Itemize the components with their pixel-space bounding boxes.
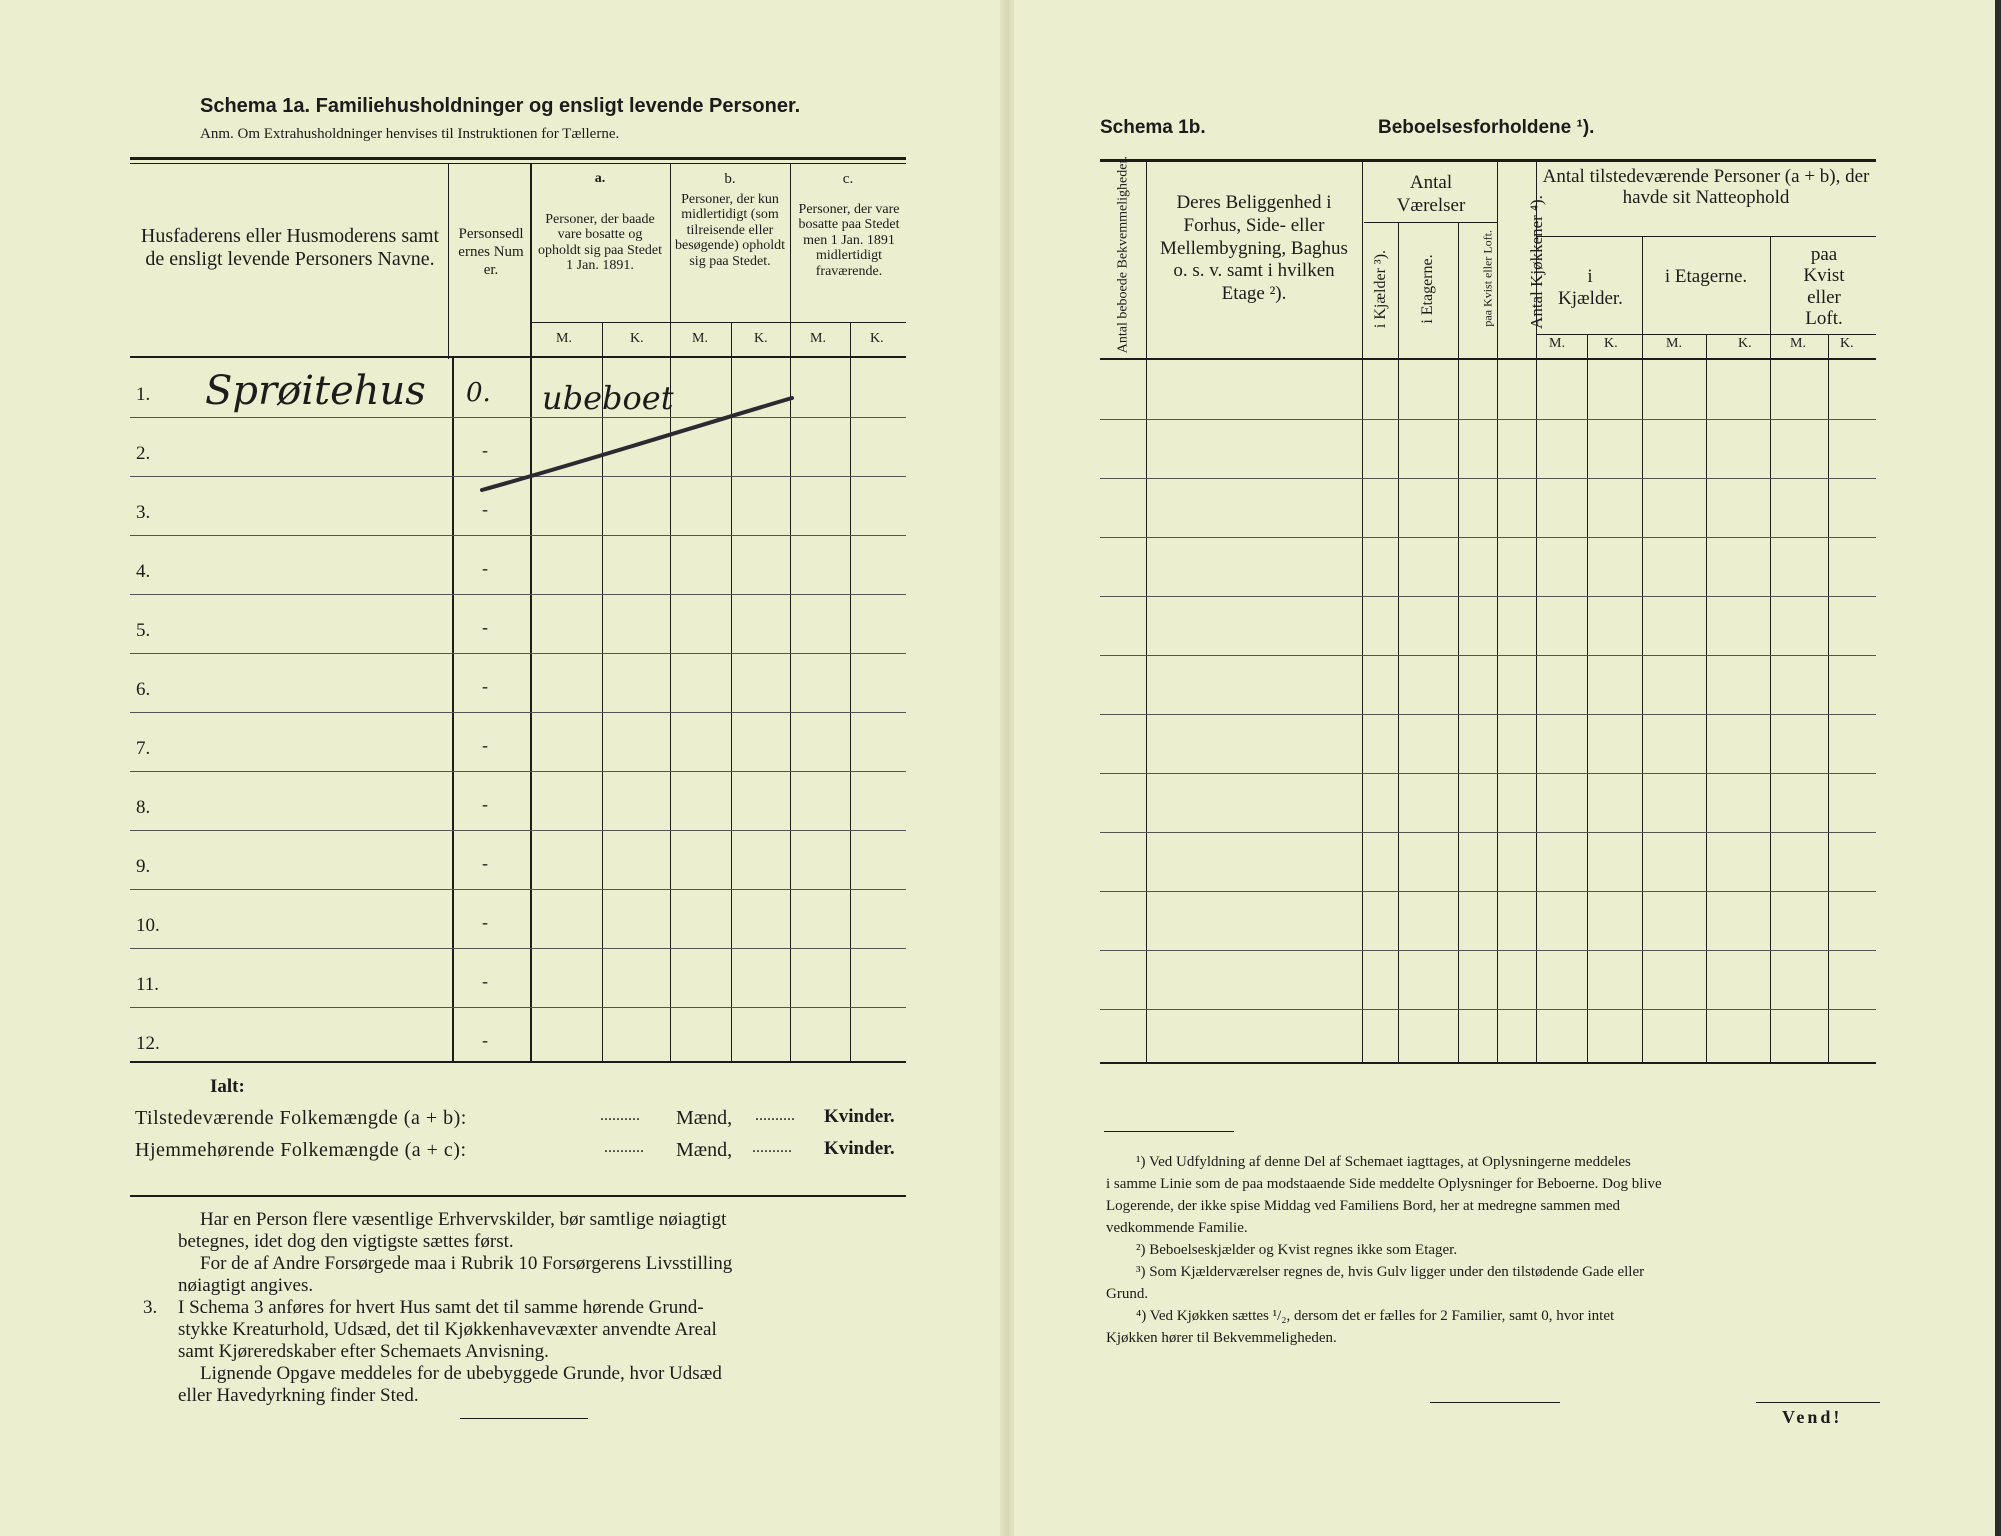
- col-a-divider: [670, 163, 671, 1062]
- total-resident-label: Hjemmehørende Folkemængde (a + c):: [135, 1139, 467, 1161]
- row-rule: [1100, 419, 1876, 420]
- footnote-1a: ¹) Ved Udfyldning af denne Del af Schemaet iagttages, at Oplysningerne meddeles: [1136, 1154, 1631, 1170]
- r-pers-divider-2: [1770, 236, 1771, 1062]
- person-number-dash: -: [482, 499, 488, 519]
- r-et-m: M.: [1666, 336, 1682, 351]
- instruction-1a: Har en Person flere væsentlige Erhvervskilder, bør samtlige nøiagtigt: [200, 1209, 727, 1230]
- col-c-m-label: M.: [810, 331, 826, 346]
- instruction-3b: stykke Kreaturhold, Udsæd, det til Kjøkkenhavevæxter anvendte Areal: [178, 1319, 717, 1340]
- r-vaer-kvist: paa Kvist eller Loft.: [1480, 229, 1495, 327]
- col-num-header: Personsedlernes Numer.: [458, 226, 524, 278]
- instruction-3c: samt Kjøreredskaber efter Schemaets Anvisning.: [178, 1341, 549, 1362]
- row-number: 3.: [136, 502, 151, 523]
- col-a-header: Personer, der baade vare bosatte og opholdt sig paa Stedet 1 Jan. 1891.: [537, 212, 663, 274]
- row-rule: [1100, 537, 1876, 538]
- col-b-m-label: M.: [692, 331, 708, 346]
- total-present-dots-m: ..........: [600, 1107, 640, 1124]
- row-number: 2.: [136, 443, 151, 464]
- row-number: 5.: [136, 620, 151, 641]
- r-vaer-etagerne: i Etagerne.: [1419, 254, 1436, 324]
- r-et-k: K.: [1738, 336, 1752, 351]
- schema-1a-note: Anm. Om Extrahusholdninger henvises til Instruktionen for Tællerne.: [200, 126, 620, 142]
- row-rule: [130, 535, 906, 536]
- total-resident-kvinder: Kvinder.: [824, 1138, 895, 1159]
- schema-1b-subtitle: Beboelsesforholdene ¹).: [1378, 117, 1595, 138]
- r-pers-kjaelder: i Kjælder.: [1558, 266, 1623, 309]
- footnote-4b: Kjøkken hører til Bekvemmeligheden.: [1106, 1330, 1337, 1346]
- col-name-header: Husfaderens eller Husmoderens samt de ensligt levende Personers Navne.: [140, 225, 440, 270]
- row-rule: [130, 594, 906, 595]
- row-rule: [130, 653, 906, 654]
- total-present-maend: Mænd,: [676, 1107, 733, 1129]
- handwritten-ubeboet: ubeboet: [542, 379, 674, 417]
- row-rule: [1100, 1009, 1876, 1010]
- cancellation-stroke: [470, 390, 800, 500]
- footnote-3a: ³) Som Kjælderværelser regnes de, hvis Gulv ligger under den tilstødende Gade eller: [1136, 1264, 1645, 1280]
- col-a-letter: a.: [594, 171, 606, 186]
- col-b-header: Personer, der kun midlertidigt (som tilreisende eller besøgende) opholdt sig paa Stedet.: [674, 192, 786, 269]
- r-kjokken-header: Antal Kjøkkener ⁴).: [1527, 195, 1546, 329]
- instruction-1b: betegnes, idet dog den vigtigste sættes først.: [178, 1231, 514, 1252]
- col-b-letter: b.: [724, 171, 736, 187]
- r-kj-k: K.: [1604, 336, 1618, 351]
- row-number: 12.: [136, 1033, 160, 1054]
- footnote-2: ²) Beboelseskjælder og Kvist regnes ikke som Etager.: [1136, 1242, 1458, 1258]
- row-rule: [1100, 773, 1876, 774]
- handwritten-name: Sprøitehus: [205, 368, 426, 414]
- person-number-dash: -: [482, 794, 488, 814]
- r-vaer-divider-1: [1398, 222, 1399, 1062]
- row-rule: [1100, 714, 1876, 715]
- row-rule: [1100, 478, 1876, 479]
- r-vaer-header: Antal Værelser: [1396, 172, 1466, 216]
- col-name-divider: [452, 356, 454, 1062]
- person-number-dash: -: [482, 617, 488, 637]
- col-b-k-label: K.: [754, 331, 768, 346]
- schema-1a-title: Schema 1a. Familiehusholdninger og ensligt levende Personer.: [200, 95, 801, 117]
- vend-label: Vend!: [1782, 1407, 1843, 1427]
- person-number-dash: -: [482, 1030, 488, 1050]
- r-col2-header: Deres Beliggenhed i Forhus, Side- eller Mellembygning, Baghus o. s. v. samt i hvilken Etage ²).: [1160, 192, 1348, 305]
- row-rule: [130, 1007, 906, 1008]
- row-number: 6.: [136, 679, 151, 700]
- r-pers-etagerne: i Etagerne.: [1664, 266, 1748, 287]
- col-c-k-label: K.: [870, 331, 884, 346]
- totals-bottom-rule: [130, 1195, 906, 1197]
- col-num-divider: [530, 163, 532, 1062]
- r-vaer-divider-2: [1458, 222, 1459, 1062]
- r-col1-divider: [1146, 162, 1147, 1062]
- r-kv-m: M.: [1790, 336, 1806, 351]
- col-name-divider-head: [448, 163, 449, 359]
- footnote-4a: ⁴) Ved Kjøkken sættes ¹/₂, dersom det er fælles for 2 Familier, samt 0, hvor intet: [1136, 1308, 1615, 1324]
- r-header-bottom-rule: [1100, 358, 1876, 360]
- instruction-3a: I Schema 3 anføres for hvert Hus samt det til samme hørende Grund-: [178, 1297, 704, 1318]
- right-end-rule: [1430, 1402, 1560, 1403]
- r-vaer-kjaelder: i Kjælder ³).: [1372, 249, 1389, 329]
- r-col2-divider: [1362, 162, 1363, 1062]
- r-pers-header: Antal tilstedeværende Personer (a + b), der havde sit Natteophold: [1542, 166, 1870, 209]
- person-number-dash: -: [482, 971, 488, 991]
- footnote-1c: Logerende, der ikke spise Middag ved Familiens Bord, her at medregne sammen med: [1106, 1198, 1621, 1214]
- r-pers-mk-2: [1706, 334, 1707, 1062]
- col-c-header: Personer, der vare bosatte paa Stedet men 1 Jan. 1891 midlertidigt fraværende.: [798, 202, 900, 279]
- instruction-3d: Lignende Opgave meddeles for de ubebyggede Grunde, hvor Udsæd: [200, 1363, 722, 1384]
- r-pers-mk-1: [1587, 334, 1588, 1062]
- row-number: 8.: [136, 797, 151, 818]
- instruction-2a: For de af Andre Forsørgede maa i Rubrik 10 Forsørgerens Livsstilling: [200, 1253, 733, 1274]
- footnote-rule: [1104, 1131, 1234, 1132]
- person-number-dash: -: [482, 440, 488, 460]
- page-fold: [1000, 0, 1014, 1536]
- ialt-label: Ialt:: [210, 1076, 245, 1097]
- row-rule: [1100, 655, 1876, 656]
- row-number: 9.: [136, 856, 151, 877]
- instruction-3e: eller Havedyrkning finder Sted.: [178, 1385, 419, 1406]
- total-resident-dots-m: ..........: [604, 1139, 644, 1156]
- col-b-divider: [790, 163, 791, 1062]
- r-table-bottom-rule: [1100, 1062, 1876, 1064]
- schema-1b-title: Schema 1b.: [1100, 117, 1206, 138]
- row-number: 10.: [136, 915, 160, 936]
- r-kj-m: M.: [1549, 336, 1565, 351]
- r-pers-kvist: paa Kvist eller Loft.: [1803, 244, 1845, 329]
- total-present-kvinder: Kvinder.: [824, 1106, 895, 1127]
- scan-edge: [1995, 0, 2001, 1536]
- person-number-dash: -: [482, 912, 488, 932]
- r-kv-k: K.: [1840, 336, 1854, 351]
- col-a-m-label: M.: [556, 331, 572, 346]
- r-pers-divider-1: [1642, 236, 1643, 1062]
- person-number-dash: -: [482, 853, 488, 873]
- row-rule: [130, 771, 906, 772]
- r-vaer-divider-3: [1497, 162, 1498, 1062]
- row-rule: [1100, 596, 1876, 597]
- footnote-1b: i samme Linie som de paa modstaaende Side meddelte Oplysninger for Beboerne. Dog blive: [1106, 1176, 1662, 1192]
- footnote-1d: vedkommende Familie.: [1106, 1220, 1248, 1236]
- row-rule: [130, 889, 906, 890]
- table-top-rule: [130, 157, 906, 160]
- row-rule: [130, 712, 906, 713]
- r-table-top-rule: [1100, 159, 1876, 162]
- row-rule: [130, 830, 906, 831]
- instruction-3-number: 3.: [143, 1297, 158, 1318]
- row-number: 11.: [136, 974, 160, 995]
- row-rule: [1100, 891, 1876, 892]
- row-number: 1.: [136, 384, 151, 405]
- vend-rule: [1756, 1402, 1880, 1403]
- r-vaer-sub-rule: [1364, 222, 1498, 223]
- handwritten-number: 0.: [466, 378, 491, 408]
- row-number: 7.: [136, 738, 151, 759]
- row-number: 4.: [136, 561, 151, 582]
- person-number-dash: -: [482, 676, 488, 696]
- col-a-k-label: K.: [630, 331, 644, 346]
- r-pers-sub-rule: [1536, 236, 1876, 237]
- col-c-letter: c.: [842, 171, 854, 187]
- row-rule: [1100, 832, 1876, 833]
- footnote-3b: Grund.: [1106, 1286, 1149, 1302]
- total-resident-maend: Mænd,: [676, 1139, 733, 1161]
- person-number-dash: -: [482, 735, 488, 755]
- person-number-dash: -: [482, 558, 488, 578]
- r-col1-header: Antal beboede Bekvemmeligheder.: [1115, 156, 1131, 354]
- total-present-dots-k: ..........: [755, 1107, 795, 1124]
- total-resident-dots-k: ..........: [752, 1139, 792, 1156]
- instruction-2b: nøiagtigt angives.: [178, 1275, 314, 1296]
- r-pers-mk-3: [1828, 334, 1829, 1062]
- total-present-label: Tilstedeværende Folkemængde (a + b):: [135, 1107, 467, 1129]
- row-rule: [130, 948, 906, 949]
- row-rule: [1100, 950, 1876, 951]
- left-end-rule: [460, 1418, 588, 1419]
- col-c-mk-divider: [850, 322, 851, 1062]
